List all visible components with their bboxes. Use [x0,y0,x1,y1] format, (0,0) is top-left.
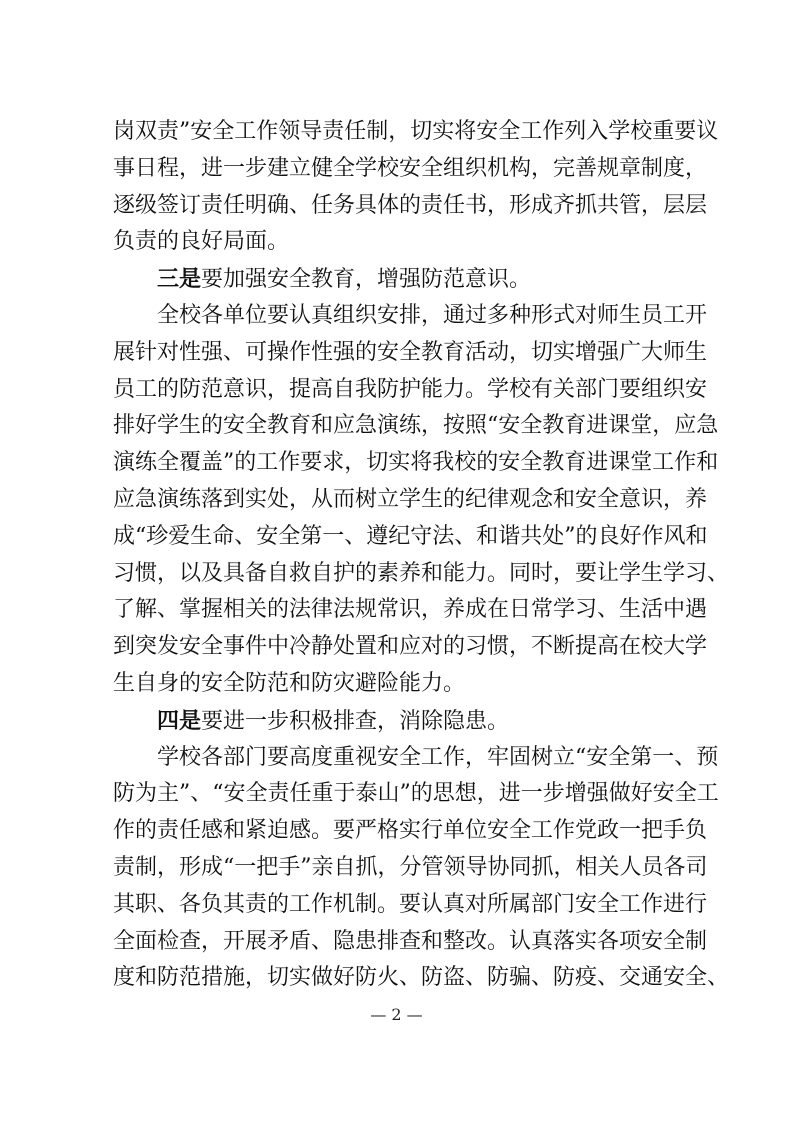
text-line: 逐级签订责任明确、任务具体的责任书，形成齐抓共管，层层 [113,192,708,218]
text-line: 度和防范措施，切实做好防火、防盗、防骗、防疫、交通安全、 [113,965,730,991]
text-line: 岗双责”安全工作领导责任制，切实将安全工作列入学校重要议 [113,119,719,144]
text-line: 防为主”、“安全责任重于泰山”的思想，进一步增强做好安全工 [113,781,719,807]
heading-lead: 四是 [157,707,202,734]
text-line: 事日程，进一步建立健全学校安全组织机构，完善规章制度， [113,155,708,181]
text-line: 应急演练落到实处，从而树立学生的纪律观念和安全意识，养 [113,486,708,512]
paragraph-hazard-inspection [113,740,730,998]
text-line: 全校各单位要认真组织安排，通过多种形式对师生员工开 [157,302,708,328]
text-line: 展针对性强、可操作性强的安全教育活动，切实增强广大师生 [113,339,708,365]
section-heading-three [113,261,687,298]
text-line: 作的责任感和紧迫感。要严格实行单位安全工作党政一把手负 [113,818,708,844]
text-line: 习惯，以及具备自救自护的素养和能力。同时，要让学生学习、 [113,560,730,586]
text-line: 责制，形成“一把手”亲自抓，分管领导协同抓，相关人员各司 [113,854,708,880]
text-line: 成“珍爱生命、安全第一、遵纪守法、和谐共处”的良好作风和 [113,523,708,549]
text-line: 学校各部门要高度重视安全工作，牢固树立“安全第一、预 [157,744,719,770]
body-text [113,114,730,997]
heading-text: 要进一步积极排查，消除隐患。 [201,708,510,734]
text-line: 其职、各负其责的工作机制。要认真对所属部门安全工作进行 [113,891,708,917]
page-number: — 2 — [370,1005,423,1024]
text-line: 到突发安全事件中冷静处置和应对的习惯，不断提高在校大学 [113,634,708,660]
section-heading-four [113,703,687,740]
heading-lead: 三是 [157,266,202,293]
paragraph-responsibility [113,114,719,261]
text-line: 全面检查，开展矛盾、隐患排查和整改。认真落实各项安全制 [113,928,708,954]
text-line: 负责的良好局面。 [113,229,290,255]
text-line: 员工的防范意识，提高自我防护能力。学校有关部门要组织安 [113,376,708,402]
text-line: 排好学生的安全教育和应急演练，按照“安全教育进课堂，应急 [113,413,719,439]
text-line: 演练全覆盖”的工作要求，切实将我校的安全教育进课堂工作和 [113,450,719,476]
heading-text: 要加强安全教育，增强防范意识。 [201,267,532,293]
paragraph-safety-education [113,298,730,703]
text-line: 了解、掌握相关的法律法规常识，养成在日常学习、生活中遇 [113,597,708,623]
text-line: 生自身的安全防范和防灾避险能力。 [113,670,466,696]
